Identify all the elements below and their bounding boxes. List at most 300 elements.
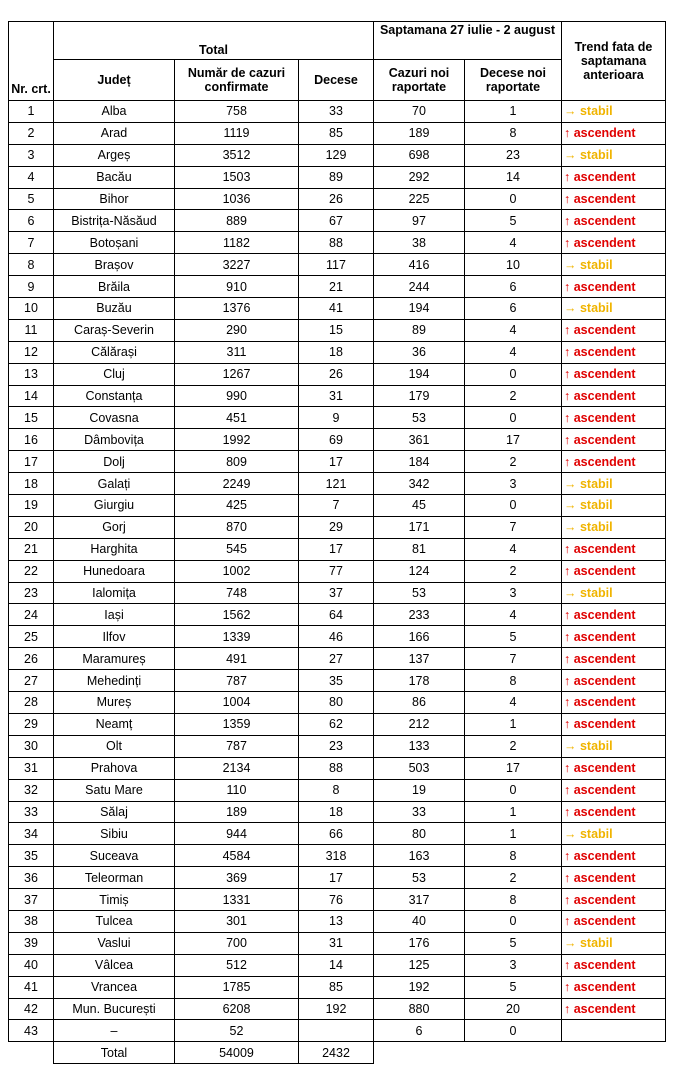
cell-nr: 12 — [9, 341, 54, 363]
cell-judet: Mun. București — [54, 998, 175, 1020]
cell-cazuri-noi: 503 — [374, 757, 465, 779]
col-header-cazuri-confirmate — [175, 60, 299, 101]
col-header-trend — [562, 22, 666, 101]
cell-cazuri-noi: 292 — [374, 166, 465, 188]
cell-cazuri-noi: 40 — [374, 910, 465, 932]
cell-trend: ↑ ascendent — [562, 998, 666, 1020]
cell-nr: 2 — [9, 122, 54, 144]
cell-cazuri-noi: 124 — [374, 560, 465, 582]
cell-judet: – — [54, 1020, 175, 1042]
cell-nr: 26 — [9, 648, 54, 670]
cell-judet: Brăila — [54, 276, 175, 298]
cell-judet: Vaslui — [54, 932, 175, 954]
cell-decese-noi: 23 — [465, 144, 562, 166]
totals-row — [9, 1042, 666, 1064]
cell-cazuri-noi: 171 — [374, 516, 465, 538]
cell-decese: 46 — [299, 626, 374, 648]
cell-trend: → stabil — [562, 823, 666, 845]
cell-decese: 85 — [299, 976, 374, 998]
cell-cazuri: 1267 — [175, 363, 299, 385]
cell-cazuri-noi: 416 — [374, 254, 465, 276]
totals-blank-cell — [374, 1042, 465, 1064]
cell-cazuri: 1503 — [175, 166, 299, 188]
cell-cazuri-noi: 233 — [374, 604, 465, 626]
table-row — [9, 122, 666, 144]
cell-judet: Constanța — [54, 385, 175, 407]
cell-judet: Giurgiu — [54, 495, 175, 517]
cell-cazuri: 1036 — [175, 188, 299, 210]
cell-decese-noi: 4 — [465, 692, 562, 714]
cell-decese-noi: 4 — [465, 232, 562, 254]
cell-trend: ↑ ascendent — [562, 976, 666, 998]
cell-cazuri-noi: 97 — [374, 210, 465, 232]
cell-judet: Covasna — [54, 407, 175, 429]
cell-nr: 30 — [9, 735, 54, 757]
table-row — [9, 516, 666, 538]
cell-judet: Sălaj — [54, 801, 175, 823]
cell-decese: 129 — [299, 144, 374, 166]
cell-trend: ↑ ascendent — [562, 363, 666, 385]
table-row — [9, 363, 666, 385]
cell-cazuri: 451 — [175, 407, 299, 429]
cell-nr: 9 — [9, 276, 54, 298]
cell-trend: ↑ ascendent — [562, 232, 666, 254]
cell-judet: Maramureș — [54, 648, 175, 670]
cell-cazuri-noi: 166 — [374, 626, 465, 648]
cell-trend: → stabil — [562, 144, 666, 166]
cell-cazuri-noi: 698 — [374, 144, 465, 166]
cell-decese-noi: 3 — [465, 954, 562, 976]
cell-trend: ↑ ascendent — [562, 801, 666, 823]
cell-trend: ↑ ascendent — [562, 407, 666, 429]
cell-judet: Hunedoara — [54, 560, 175, 582]
cell-decese: 23 — [299, 735, 374, 757]
cell-cazuri-noi: 192 — [374, 976, 465, 998]
cell-cazuri-noi: 133 — [374, 735, 465, 757]
cell-decese: 77 — [299, 560, 374, 582]
cell-cazuri-noi: 53 — [374, 407, 465, 429]
cell-judet: Argeș — [54, 144, 175, 166]
cell-trend: ↑ ascendent — [562, 341, 666, 363]
table-row — [9, 757, 666, 779]
col-header-nr-label: Nr. crt. — [11, 82, 51, 96]
cell-decese-noi: 1 — [465, 101, 562, 123]
cell-decese: 35 — [299, 670, 374, 692]
table-body — [9, 101, 666, 1064]
cell-cazuri: 512 — [175, 954, 299, 976]
cell-nr: 16 — [9, 429, 54, 451]
cell-cazuri: 290 — [175, 319, 299, 341]
cell-decese: 26 — [299, 363, 374, 385]
cell-nr: 28 — [9, 692, 54, 714]
cell-decese-noi: 0 — [465, 188, 562, 210]
cell-nr: 29 — [9, 713, 54, 735]
cell-decese: 89 — [299, 166, 374, 188]
table-row — [9, 998, 666, 1020]
cell-nr: 35 — [9, 845, 54, 867]
cell-cazuri-noi: 53 — [374, 582, 465, 604]
col-header-decese — [299, 60, 374, 101]
table-row — [9, 889, 666, 911]
table-row — [9, 976, 666, 998]
cell-judet: Dolj — [54, 451, 175, 473]
cell-trend: → stabil — [562, 473, 666, 495]
table-row — [9, 473, 666, 495]
cell-judet: Bacău — [54, 166, 175, 188]
cell-cazuri: 311 — [175, 341, 299, 363]
cell-trend: ↑ ascendent — [562, 757, 666, 779]
cell-cazuri: 910 — [175, 276, 299, 298]
cell-trend: ↑ ascendent — [562, 779, 666, 801]
cell-decese-noi: 2 — [465, 560, 562, 582]
table-row — [9, 319, 666, 341]
cell-cazuri-noi: 880 — [374, 998, 465, 1020]
cell-cazuri: 491 — [175, 648, 299, 670]
cell-decese-noi: 4 — [465, 538, 562, 560]
cell-judet: Mureș — [54, 692, 175, 714]
cell-decese-noi: 10 — [465, 254, 562, 276]
cell-trend: ↑ ascendent — [562, 276, 666, 298]
table-row — [9, 735, 666, 757]
cell-nr: 17 — [9, 451, 54, 473]
totals-blank-cell — [465, 1042, 562, 1064]
cell-cazuri-noi: 212 — [374, 713, 465, 735]
cell-decese: 15 — [299, 319, 374, 341]
col-header-cazuri-confirmate-label: Număr de cazuri confirmate — [187, 66, 286, 94]
cell-nr: 36 — [9, 867, 54, 889]
table-row — [9, 429, 666, 451]
cell-trend: ↑ ascendent — [562, 713, 666, 735]
cell-decese: 31 — [299, 932, 374, 954]
cell-decese: 67 — [299, 210, 374, 232]
cell-cazuri: 787 — [175, 670, 299, 692]
cell-nr: 33 — [9, 801, 54, 823]
cell-decese: 76 — [299, 889, 374, 911]
cell-judet: Ilfov — [54, 626, 175, 648]
cell-cazuri: 1004 — [175, 692, 299, 714]
cell-judet: Iași — [54, 604, 175, 626]
cell-decese-noi: 17 — [465, 429, 562, 451]
cell-trend: ↑ ascendent — [562, 670, 666, 692]
cell-nr: 10 — [9, 298, 54, 320]
cell-cazuri: 990 — [175, 385, 299, 407]
cell-nr: 20 — [9, 516, 54, 538]
cell-decese: 88 — [299, 232, 374, 254]
cell-trend: → stabil — [562, 932, 666, 954]
cell-decese: 37 — [299, 582, 374, 604]
cell-decese: 85 — [299, 122, 374, 144]
cell-decese-noi: 8 — [465, 889, 562, 911]
cell-decese-noi: 2 — [465, 451, 562, 473]
cell-nr: 14 — [9, 385, 54, 407]
cell-decese: 29 — [299, 516, 374, 538]
cell-trend: ↑ ascendent — [562, 889, 666, 911]
cell-nr: 42 — [9, 998, 54, 1020]
cell-cazuri-noi: 194 — [374, 298, 465, 320]
cell-decese: 17 — [299, 538, 374, 560]
cell-decese: 62 — [299, 713, 374, 735]
cell-nr: 22 — [9, 560, 54, 582]
cell-judet: Tulcea — [54, 910, 175, 932]
cell-decese: 8 — [299, 779, 374, 801]
cell-nr: 43 — [9, 1020, 54, 1042]
cell-trend: → stabil — [562, 582, 666, 604]
cell-cazuri: 748 — [175, 582, 299, 604]
cell-cazuri-noi: 244 — [374, 276, 465, 298]
cell-trend: ↑ ascendent — [562, 319, 666, 341]
cell-trend: ↑ ascendent — [562, 845, 666, 867]
cell-decese-noi: 1 — [465, 801, 562, 823]
cell-cazuri-noi: 361 — [374, 429, 465, 451]
cell-cazuri-noi: 19 — [374, 779, 465, 801]
cell-trend: ↑ ascendent — [562, 451, 666, 473]
cell-cazuri: 1376 — [175, 298, 299, 320]
cell-cazuri: 189 — [175, 801, 299, 823]
cell-judet: Bihor — [54, 188, 175, 210]
cell-judet: Arad — [54, 122, 175, 144]
cell-decese-noi: 0 — [465, 910, 562, 932]
cell-cazuri-noi: 179 — [374, 385, 465, 407]
totals-blank-cell — [562, 1042, 666, 1064]
cell-decese-noi: 1 — [465, 713, 562, 735]
cell-trend — [562, 1020, 666, 1042]
cell-trend: ↑ ascendent — [562, 538, 666, 560]
cell-decese: 41 — [299, 298, 374, 320]
cell-nr: 23 — [9, 582, 54, 604]
cell-judet: Satu Mare — [54, 779, 175, 801]
cell-judet: Harghita — [54, 538, 175, 560]
table-row — [9, 692, 666, 714]
table-row — [9, 845, 666, 867]
cell-decese: 14 — [299, 954, 374, 976]
table-row — [9, 954, 666, 976]
cell-nr: 5 — [9, 188, 54, 210]
cell-cazuri: 809 — [175, 451, 299, 473]
cell-nr: 1 — [9, 101, 54, 123]
cell-cazuri-noi: 189 — [374, 122, 465, 144]
col-header-decese-label: Decese — [314, 73, 358, 87]
cell-decese-noi: 2 — [465, 385, 562, 407]
cell-decese — [299, 1020, 374, 1042]
table-row — [9, 1020, 666, 1042]
cell-cazuri: 1182 — [175, 232, 299, 254]
cell-cazuri: 301 — [175, 910, 299, 932]
table-row — [9, 495, 666, 517]
cell-cazuri: 3512 — [175, 144, 299, 166]
cell-cazuri: 545 — [175, 538, 299, 560]
table-row — [9, 166, 666, 188]
cell-cazuri-noi: 225 — [374, 188, 465, 210]
cell-nr: 38 — [9, 910, 54, 932]
cell-decese: 88 — [299, 757, 374, 779]
table-row — [9, 210, 666, 232]
cell-cazuri-noi: 33 — [374, 801, 465, 823]
cell-nr: 24 — [9, 604, 54, 626]
cell-nr: 25 — [9, 626, 54, 648]
table-row — [9, 801, 666, 823]
table-row — [9, 648, 666, 670]
cell-cazuri-noi: 86 — [374, 692, 465, 714]
cell-nr: 15 — [9, 407, 54, 429]
cell-cazuri: 6208 — [175, 998, 299, 1020]
covid-county-table — [8, 21, 666, 1064]
cell-nr: 13 — [9, 363, 54, 385]
cell-decese-noi: 2 — [465, 867, 562, 889]
cell-cazuri-noi: 6 — [374, 1020, 465, 1042]
cell-nr: 6 — [9, 210, 54, 232]
table-row — [9, 144, 666, 166]
cell-nr: 34 — [9, 823, 54, 845]
cell-decese: 64 — [299, 604, 374, 626]
cell-judet: Suceava — [54, 845, 175, 867]
cell-trend: ↑ ascendent — [562, 626, 666, 648]
table-row — [9, 670, 666, 692]
table-row — [9, 538, 666, 560]
cell-nr: 3 — [9, 144, 54, 166]
cell-decese: 117 — [299, 254, 374, 276]
cell-cazuri: 52 — [175, 1020, 299, 1042]
cell-trend: ↑ ascendent — [562, 692, 666, 714]
cell-decese-noi: 20 — [465, 998, 562, 1020]
cell-cazuri: 2134 — [175, 757, 299, 779]
cell-cazuri: 1359 — [175, 713, 299, 735]
cell-judet: Dâmbovița — [54, 429, 175, 451]
table-row — [9, 604, 666, 626]
cell-judet: Alba — [54, 101, 175, 123]
cell-trend: → stabil — [562, 735, 666, 757]
cell-judet: Botoșani — [54, 232, 175, 254]
table-row — [9, 407, 666, 429]
table-row — [9, 560, 666, 582]
cell-nr: 40 — [9, 954, 54, 976]
cell-trend: ↑ ascendent — [562, 604, 666, 626]
cell-cazuri-noi: 125 — [374, 954, 465, 976]
cell-decese: 318 — [299, 845, 374, 867]
cell-cazuri-noi: 38 — [374, 232, 465, 254]
table-row — [9, 232, 666, 254]
cell-nr: 27 — [9, 670, 54, 692]
cell-trend: ↑ ascendent — [562, 954, 666, 976]
table-row — [9, 910, 666, 932]
cell-nr: 37 — [9, 889, 54, 911]
cell-judet: Cluj — [54, 363, 175, 385]
cell-cazuri-noi: 81 — [374, 538, 465, 560]
cell-trend: ↑ ascendent — [562, 648, 666, 670]
cell-nr: 11 — [9, 319, 54, 341]
cell-cazuri-noi: 342 — [374, 473, 465, 495]
table-row — [9, 101, 666, 123]
cell-cazuri-noi: 194 — [374, 363, 465, 385]
cell-decese-noi: 3 — [465, 473, 562, 495]
cell-judet: Vâlcea — [54, 954, 175, 976]
group-header-total-label: Total — [199, 43, 228, 57]
cell-judet: Sibiu — [54, 823, 175, 845]
table-row — [9, 385, 666, 407]
cell-decese: 31 — [299, 385, 374, 407]
cell-cazuri: 787 — [175, 735, 299, 757]
cell-decese: 121 — [299, 473, 374, 495]
cell-cazuri-noi: 70 — [374, 101, 465, 123]
cell-cazuri: 1562 — [175, 604, 299, 626]
cell-decese-noi: 8 — [465, 122, 562, 144]
totals-label: Total — [54, 1042, 175, 1064]
cell-cazuri: 369 — [175, 867, 299, 889]
cell-cazuri: 1002 — [175, 560, 299, 582]
cell-decese: 18 — [299, 801, 374, 823]
cell-nr: 18 — [9, 473, 54, 495]
cell-judet: Vrancea — [54, 976, 175, 998]
cell-decese: 17 — [299, 451, 374, 473]
cell-decese-noi: 4 — [465, 319, 562, 341]
cell-decese-noi: 0 — [465, 1020, 562, 1042]
cell-decese: 27 — [299, 648, 374, 670]
cell-trend: → stabil — [562, 516, 666, 538]
table-row — [9, 626, 666, 648]
col-header-judet-label: Județ — [97, 73, 131, 87]
cell-trend: ↑ ascendent — [562, 910, 666, 932]
col-header-decese-noi — [465, 60, 562, 101]
cell-trend: → stabil — [562, 254, 666, 276]
cell-decese-noi: 17 — [465, 757, 562, 779]
cell-decese-noi: 5 — [465, 932, 562, 954]
cell-judet: Olt — [54, 735, 175, 757]
table-row — [9, 298, 666, 320]
cell-nr: 31 — [9, 757, 54, 779]
cell-nr: 7 — [9, 232, 54, 254]
cell-decese-noi: 0 — [465, 779, 562, 801]
col-header-cazuri-noi-label: Cazuri noi raportate — [388, 66, 450, 94]
table-row — [9, 713, 666, 735]
cell-decese: 18 — [299, 341, 374, 363]
col-header-trend-label: Trend fata de saptamana anterioara — [574, 40, 653, 82]
cell-decese-noi: 0 — [465, 407, 562, 429]
group-header-total — [54, 22, 374, 60]
cell-judet: Caraș-Severin — [54, 319, 175, 341]
cell-judet: Brașov — [54, 254, 175, 276]
cell-judet: Prahova — [54, 757, 175, 779]
cell-cazuri: 4584 — [175, 845, 299, 867]
cell-decese: 26 — [299, 188, 374, 210]
cell-cazuri: 700 — [175, 932, 299, 954]
cell-cazuri: 1339 — [175, 626, 299, 648]
cell-cazuri: 1119 — [175, 122, 299, 144]
cell-decese-noi: 2 — [465, 735, 562, 757]
table-row — [9, 867, 666, 889]
totals-cazuri: 54009 — [175, 1042, 299, 1064]
cell-trend: → stabil — [562, 101, 666, 123]
cell-cazuri-noi: 45 — [374, 495, 465, 517]
cell-trend: ↑ ascendent — [562, 210, 666, 232]
cell-judet: Mehedinți — [54, 670, 175, 692]
cell-trend: ↑ ascendent — [562, 560, 666, 582]
cell-decese: 66 — [299, 823, 374, 845]
cell-decese: 80 — [299, 692, 374, 714]
cell-judet: Bistrița-Năsăud — [54, 210, 175, 232]
table-row — [9, 779, 666, 801]
col-header-cazuri-noi — [374, 60, 465, 101]
cell-cazuri-noi: 184 — [374, 451, 465, 473]
table-row — [9, 188, 666, 210]
cell-nr: 41 — [9, 976, 54, 998]
cell-trend: ↑ ascendent — [562, 867, 666, 889]
cell-cazuri-noi: 80 — [374, 823, 465, 845]
col-header-nr — [9, 22, 54, 101]
table-row — [9, 341, 666, 363]
cell-cazuri: 3227 — [175, 254, 299, 276]
cell-judet: Buzău — [54, 298, 175, 320]
cell-judet: Ialomița — [54, 582, 175, 604]
table-row — [9, 932, 666, 954]
